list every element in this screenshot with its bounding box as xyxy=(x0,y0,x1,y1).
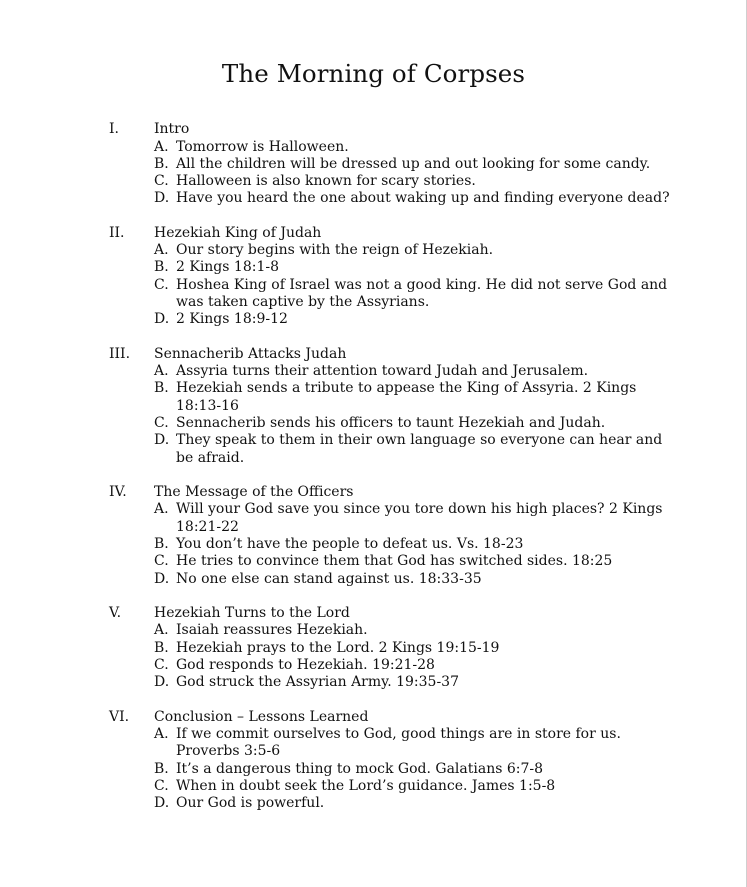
section-heading: The Message of the Officers xyxy=(154,483,354,500)
item-text: He tries to convince them that God has switched sides. 18:25 xyxy=(176,553,613,570)
item-text: Have you heard the one about waking up and finding everyone dead? xyxy=(176,190,670,207)
item-text: Assyria turns their attention toward Judah and Jerusalem. xyxy=(176,363,589,380)
outline xyxy=(0,121,747,830)
outline-item xyxy=(0,277,747,312)
item-letter: D. xyxy=(154,432,170,449)
item-letter: D. xyxy=(154,311,170,328)
outline-item xyxy=(0,657,747,674)
item-letter: C. xyxy=(154,415,169,432)
section-heading-row xyxy=(0,225,747,243)
outline-section-3 xyxy=(0,346,747,467)
outline-section-1 xyxy=(0,121,747,208)
item-letter: C. xyxy=(154,553,169,570)
section-heading-row xyxy=(0,605,747,623)
outline-item xyxy=(0,674,747,691)
item-text: They speak to them in their own language so everyone can hear and be afraid. xyxy=(176,432,663,466)
outline-section-2 xyxy=(0,225,747,329)
item-letter: C. xyxy=(154,778,169,795)
outline-item xyxy=(0,190,747,207)
section-heading-row xyxy=(0,346,747,364)
item-letter: A. xyxy=(154,242,169,259)
outline-section-6 xyxy=(0,709,747,813)
item-text: 2 Kings 18:1-8 xyxy=(176,259,279,276)
outline-item xyxy=(0,640,747,657)
outline-item xyxy=(0,139,747,156)
item-text: You don’t have the people to defeat us. Vs. 18-23 xyxy=(176,536,524,553)
outline-item xyxy=(0,622,747,639)
outline-item xyxy=(0,432,747,467)
item-letter: B. xyxy=(154,380,169,397)
document-title: The Morning of Corpses xyxy=(221,59,526,88)
outline-item xyxy=(0,259,747,276)
section-heading: Hezekiah Turns to the Lord xyxy=(154,604,350,621)
item-letter: C. xyxy=(154,276,169,293)
item-letter: D. xyxy=(154,190,170,207)
outline-item xyxy=(0,173,747,190)
item-letter: A. xyxy=(154,363,169,380)
outline-item xyxy=(0,795,747,812)
outline-item xyxy=(0,571,747,588)
item-text: Hezekiah sends a tribute to appease the King of Assyria. 2 Kings 18:13-16 xyxy=(176,380,637,414)
section-numeral: I. xyxy=(109,121,119,137)
outline-item xyxy=(0,553,747,570)
section-heading: Hezekiah King of Judah xyxy=(154,224,322,241)
item-text: Halloween is also known for scary stories. xyxy=(176,173,476,190)
section-heading: Conclusion – Lessons Learned xyxy=(154,708,369,725)
item-text: Will your God save you since you tore down his high places? 2 Kings 18:21-22 xyxy=(176,501,663,535)
section-numeral: IV. xyxy=(109,483,127,500)
item-letter: D. xyxy=(154,570,170,587)
item-letter: C. xyxy=(154,657,169,674)
outline-item xyxy=(0,156,747,173)
section-heading: Intro xyxy=(154,121,190,137)
section-heading-row xyxy=(0,484,747,502)
item-letter: B. xyxy=(154,760,169,777)
item-text: No one else can stand against us. 18:33-35 xyxy=(176,570,482,587)
item-text: Hezekiah prays to the Lord. 2 Kings 19:15-19 xyxy=(176,639,500,656)
item-letter: C. xyxy=(154,173,169,190)
item-letter: D. xyxy=(154,795,170,812)
outline-item xyxy=(0,726,747,761)
section-numeral: V. xyxy=(109,604,122,621)
outline-item xyxy=(0,778,747,795)
item-letter: A. xyxy=(154,501,169,518)
item-text: All the children will be dressed up and out looking for some candy. xyxy=(176,155,651,172)
outline-item xyxy=(0,242,747,259)
outline-section-4 xyxy=(0,484,747,588)
item-text: Our God is powerful. xyxy=(176,795,325,812)
section-heading-row xyxy=(0,121,747,139)
item-text: God responds to Hezekiah. 19:21-28 xyxy=(176,657,435,674)
item-letter: B. xyxy=(154,259,169,276)
item-text: If we commit ourselves to God, good things are in store for us. Proverbs 3:5-6 xyxy=(176,726,621,760)
item-text: It’s a dangerous thing to mock God. Galatians 6:7-8 xyxy=(176,760,544,777)
item-text: God struck the Assyrian Army. 19:35-37 xyxy=(176,674,459,691)
outline-item xyxy=(0,501,747,536)
item-text: 2 Kings 18:9-12 xyxy=(176,311,288,328)
outline-item xyxy=(0,761,747,778)
outline-item xyxy=(0,380,747,415)
section-numeral: III. xyxy=(109,345,131,362)
item-letter: A. xyxy=(154,726,169,743)
section-heading: Sennacherib Attacks Judah xyxy=(154,345,347,362)
item-letter: D. xyxy=(154,674,170,691)
item-letter: A. xyxy=(154,622,169,639)
item-letter: B. xyxy=(154,639,169,656)
section-numeral: VI. xyxy=(109,708,130,725)
item-text: Tomorrow is Halloween. xyxy=(176,138,349,155)
item-text: Isaiah reassures Hezekiah. xyxy=(176,622,368,639)
item-text: When in doubt seek the Lord’s guidance. James 1:5-8 xyxy=(176,778,556,795)
outline-section-5 xyxy=(0,605,747,692)
outline-item xyxy=(0,415,747,432)
item-text: Our story begins with the reign of Hezekiah. xyxy=(176,242,494,259)
section-numeral: II. xyxy=(109,224,125,241)
section-heading-row xyxy=(0,709,747,727)
item-text: Hoshea King of Israel was not a good king. He did not serve God and was taken captive by the Assyrians. xyxy=(176,276,668,311)
outline-item xyxy=(0,311,747,328)
item-letter: B. xyxy=(154,155,169,172)
outline-item xyxy=(0,363,747,380)
item-text: Sennacherib sends his officers to taunt Hezekiah and Judah. xyxy=(176,415,606,432)
item-letter: A. xyxy=(154,138,169,155)
item-letter: B. xyxy=(154,536,169,553)
outline-item xyxy=(0,536,747,553)
